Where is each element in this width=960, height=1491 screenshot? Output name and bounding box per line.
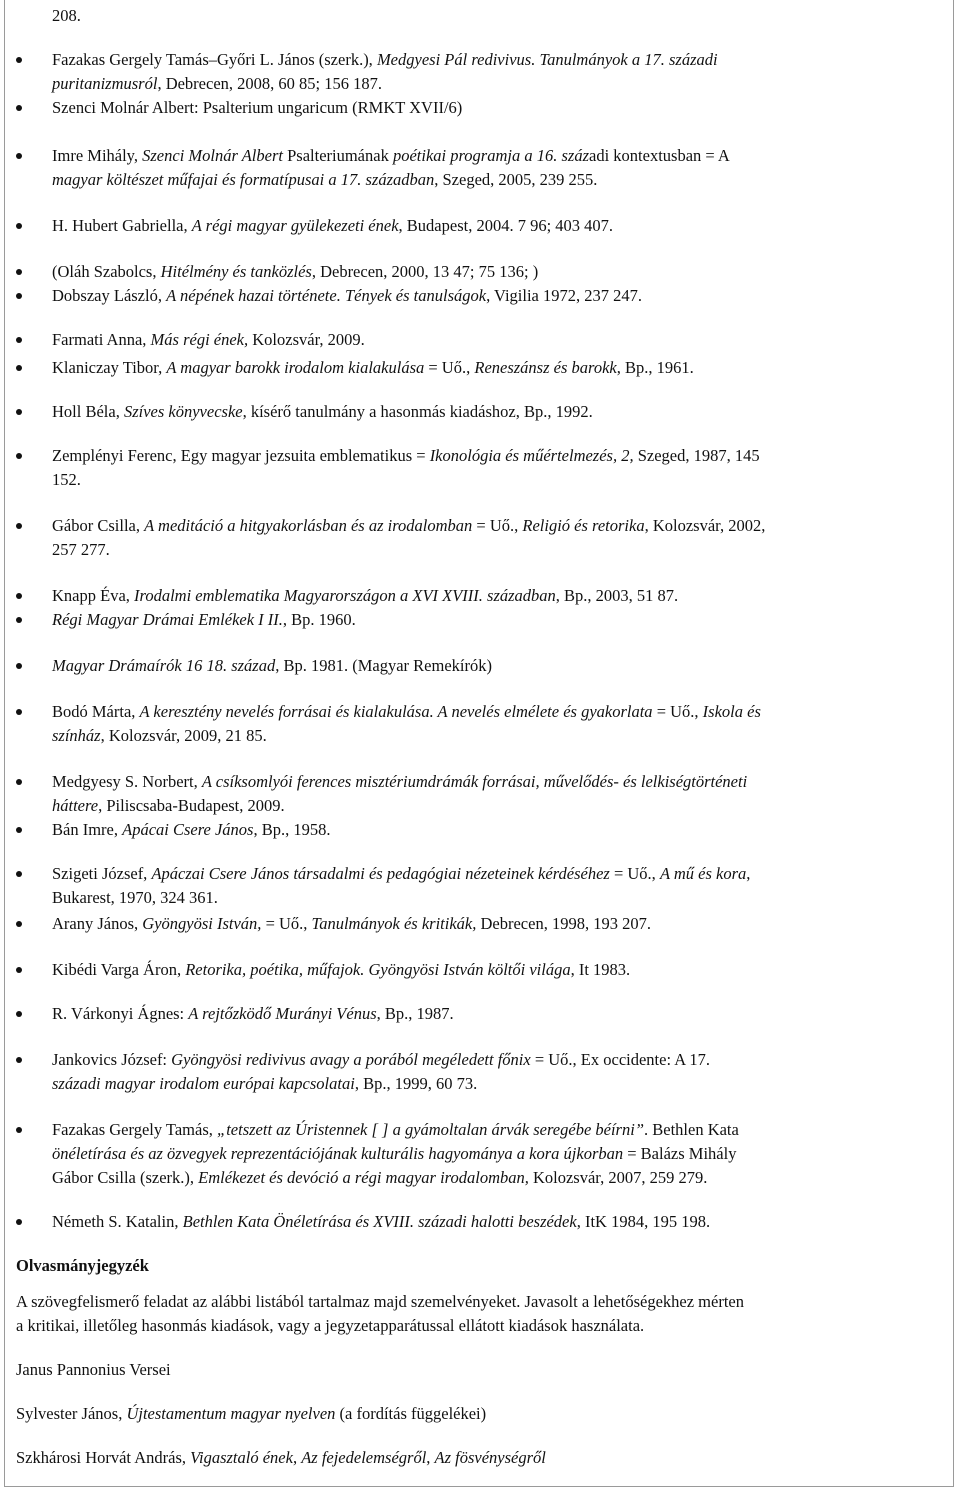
citation-text: (Oláh Szabolcs,: [52, 262, 161, 281]
title-text: Újtestamentum magyar nyelven: [126, 1404, 336, 1423]
bullet-icon: [16, 365, 22, 371]
entry-line: [52, 446, 760, 466]
title-text: Gyöngyösi István,: [142, 914, 262, 933]
citation-text: , Bp., 1987.: [376, 1004, 454, 1023]
citation-text: Psalteriumának: [282, 146, 393, 165]
citation-text: 152.: [52, 470, 81, 489]
citation-text: H. Hubert Gabriella,: [52, 216, 192, 235]
citation-text: = Uő.,: [472, 516, 523, 535]
citation-text: Imre Mihály,: [52, 146, 143, 165]
entry-line: [52, 1074, 477, 1094]
citation-text: Gábor Csilla,: [52, 516, 145, 535]
citation-text: (a fordítás függelékei): [335, 1404, 487, 1423]
citation-text: 257 277.: [52, 540, 110, 559]
citation-text: Szigeti József,: [52, 864, 152, 883]
entry-line: [52, 1212, 710, 1232]
bullet-icon: [16, 1011, 22, 1017]
title-text: Apáczai Csere János társadalmi és pedagógiai nézeteinek kérdéséhez: [151, 864, 610, 883]
title-text: Hitélmény és tanközlés: [160, 262, 312, 281]
title-text: háttere: [52, 796, 99, 815]
bullet-icon: [16, 523, 22, 529]
reading-item: [16, 1360, 171, 1380]
title-text: Apácai Csere János: [122, 820, 254, 839]
citation-text: Németh S. Katalin,: [52, 1212, 183, 1231]
citation-text: Szkhárosi Horvát András,: [16, 1448, 191, 1467]
title-text: Régi Magyar Drámai Emlékek I II.: [52, 610, 283, 629]
bullet-icon: [16, 337, 22, 343]
citation-text: ,: [746, 864, 751, 883]
entry-line: [52, 540, 110, 560]
citation-text: , Debrecen, 2008, 60 85; 156 187.: [157, 74, 382, 93]
bullet-icon: [16, 779, 22, 785]
citation-text: Zemplényi Ferenc, Egy magyar jezsuita emblematikus =: [52, 446, 430, 465]
bullet-icon: [16, 1219, 22, 1225]
title-text: A csíksomlyói ferences misztériumdrámák forrásai, művelődés- és lelkiségtörténeti: [201, 772, 748, 791]
citation-text: Sylvester János,: [16, 1404, 127, 1423]
citation-text: . Bethlen Kata: [644, 1120, 739, 1139]
citation-text: Holl Béla,: [52, 402, 124, 421]
citation-text: Fazakas Gergely Tamás–Győri L. János (szerk.),: [52, 50, 377, 69]
entry-line: [52, 50, 718, 70]
citation-text: Fazakas Gergely Tamás,: [52, 1120, 218, 1139]
citation-text: , Kolozsvár, 2009, 21 85.: [100, 726, 267, 745]
title-text: A mű és kora: [659, 864, 747, 883]
title-text: Magyar Drámaírók 16 18. század: [52, 656, 276, 675]
title-text: „tetszett az Úristennek [ ] a gyámoltalan árvák seregébe béírni”: [217, 1120, 644, 1139]
citation-text: , Vigilia 1972, 237 247.: [486, 286, 642, 305]
citation-text: , Bp., 1958.: [253, 820, 331, 839]
citation-text: Dobszay László,: [52, 286, 167, 305]
citation-text: = Uő.,: [652, 702, 703, 721]
citation-text: , Szeged, 2005, 239 255.: [434, 170, 598, 189]
citation-text: Medgyesy S. Norbert,: [52, 772, 202, 791]
citation-text: , kísérő tanulmány a hasonmás kiadáshoz, Bp., 1992.: [242, 402, 593, 421]
bullet-icon: [16, 921, 22, 927]
bullet-icon: [16, 57, 22, 63]
entry-line: [52, 1144, 736, 1164]
citation-text: = Uő.,: [424, 358, 475, 377]
bullet-icon: [16, 153, 22, 159]
entry-line: [52, 864, 750, 884]
bullet-icon: [16, 269, 22, 275]
title-text: önéletírása és az özvegyek reprezentációjának kulturális hagyománya a kora újkorban: [52, 1144, 624, 1163]
citation-text: , Piliscsaba-Budapest, 2009.: [98, 796, 285, 815]
citation-text: , Bp., 2003, 51 87.: [555, 586, 679, 605]
title-text: Retorika, poétika, műfajok. Gyöngyösi István költői világa: [185, 960, 571, 979]
bullet-icon: [16, 223, 22, 229]
title-text: Reneszánsz és barokk: [474, 358, 617, 377]
citation-text: = Uő.,: [261, 914, 312, 933]
entry-line: [52, 358, 694, 378]
entry-line: [52, 330, 365, 350]
entry-line: [52, 146, 730, 166]
citation-text: Farmati Anna,: [52, 330, 151, 349]
title-text: A régi magyar gyülekezeti ének: [191, 216, 399, 235]
bullet-icon: [16, 1057, 22, 1063]
title-text: Tanulmányok és kritikák,: [311, 914, 477, 933]
citation-text: Knapp Éva,: [52, 586, 135, 605]
bullet-icon: [16, 709, 22, 715]
citation-text: Kolozsvár, 2007, 259 279.: [528, 1168, 708, 1187]
bullet-icon: [16, 827, 22, 833]
title-text: Szíves könyvecske: [123, 402, 243, 421]
citation-text: , Budapest, 2004. 7 96; 403 407.: [398, 216, 614, 235]
citation-text: , Bp. 1960.: [282, 610, 356, 629]
citation-text: Gábor Csilla (szerk.),: [52, 1168, 199, 1187]
bullet-icon: [16, 453, 22, 459]
entry-line: [52, 470, 81, 490]
entry-line: [52, 402, 593, 422]
title-text: Religió és retorika: [522, 516, 645, 535]
citation-text: , Bp., 1961.: [616, 358, 694, 377]
title-text: Bethlen Kata Önéletírása és XVIII. századi halotti beszédek: [182, 1212, 577, 1231]
citation-text: Kolozsvár, 2009.: [248, 330, 365, 349]
entry-line: [52, 914, 651, 934]
citation-text: ,: [426, 1448, 435, 1467]
title-text: századi magyar irodalom európai kapcsolatai: [52, 1074, 355, 1093]
title-text: Gyöngyösi redivivus avagy a porából megéledett főnix: [171, 1050, 531, 1069]
entry-line: [52, 516, 765, 536]
entry-line: [52, 702, 761, 722]
citation-text: Kibédi Varga Áron,: [52, 960, 186, 979]
entry-line: [52, 1168, 707, 1188]
bullet-icon: [16, 105, 22, 111]
title-text: A népének hazai története. Tények és tanulságok: [166, 286, 487, 305]
bullet-icon: [16, 593, 22, 599]
citation-text: Klaniczay Tibor,: [52, 358, 167, 377]
bullet-icon: [16, 871, 22, 877]
citation-text: Bán Imre,: [52, 820, 123, 839]
citation-text: ,: [292, 1448, 302, 1467]
title-text: Az fejedelemségről: [301, 1448, 427, 1467]
bullet-icon: [16, 617, 22, 623]
entry-line: [52, 888, 218, 908]
entry-line: [52, 170, 597, 190]
citation-text: Arany János,: [52, 914, 143, 933]
reading-item: [16, 1448, 546, 1468]
bullet-icon: [16, 967, 22, 973]
citation-text: adi kontextusban = A: [589, 146, 730, 165]
title-text: Emlékezet és devóció a régi magyar irodalomban,: [198, 1168, 529, 1187]
title-text: poétikai programja a 16. száz: [392, 146, 589, 165]
title-text: A rejtőzködő Murányi Vénus: [188, 1004, 377, 1023]
entry-line: [52, 286, 642, 306]
title-text: Iskola és: [702, 702, 761, 721]
citation-text: Szeged, 1987, 145: [633, 446, 760, 465]
entry-line: [52, 74, 382, 94]
bullet-icon: [16, 663, 22, 669]
entry-line: [52, 820, 331, 840]
entry-line: [52, 216, 613, 236]
bullet-icon: [16, 293, 22, 299]
entry-line: [52, 1050, 710, 1070]
intro-line: A szövegfelismerő feladat az alábbi listából tartalmaz majd szemelvényeket. Javasolt a lehetőségekhez mérten: [16, 1292, 744, 1311]
entry-line: [52, 796, 285, 816]
entry-line: [52, 726, 267, 746]
citation-text: Bodó Márta,: [52, 702, 140, 721]
entry-line: [52, 610, 356, 630]
title-text: magyar költészet műfajai és formatípusai a 17. században: [52, 170, 435, 189]
entry-line: [52, 656, 492, 676]
citation-text: Janus Pannonius Versei: [16, 1360, 171, 1379]
title-text: Más régi ének,: [150, 330, 249, 349]
entry-line: [52, 586, 678, 606]
bullet-icon: [16, 409, 22, 415]
entry-line: [52, 772, 747, 792]
citation-text: , ItK 1984, 195 198.: [576, 1212, 711, 1231]
title-text: A keresztény nevelés forrásai és kialakulása. A nevelés elmélete és gyakorlata: [139, 702, 653, 721]
reading-item: [16, 1404, 486, 1424]
citation-text: , Debrecen, 2000, 13 47; 75 136; ): [311, 262, 539, 281]
entry-line: [52, 98, 462, 118]
citation-text: Szenci Molnár Albert: Psalterium ungaricum (RMKT XVII/6): [52, 98, 463, 117]
page-fragment-text: 208.: [52, 6, 81, 25]
entry-line: [52, 960, 630, 980]
title-text: puritanizmusról: [52, 74, 158, 93]
entry-line: [52, 262, 538, 282]
title-text: Az fösvénységről: [434, 1448, 546, 1467]
citation-text: Bukarest, 1970, 324 361.: [52, 888, 218, 907]
section-heading: Olvasmányjegyzék: [16, 1256, 149, 1275]
citation-text: , Kolozsvár, 2002,: [644, 516, 766, 535]
citation-text: = Balázs Mihály: [623, 1144, 737, 1163]
citation-text: , Bp. 1981. (Magyar Remekírók): [275, 656, 492, 675]
title-text: A magyar barokk irodalom kialakulása: [166, 358, 425, 377]
citation-text: Debrecen, 1998, 193 207.: [476, 914, 651, 933]
citation-text: , It 1983.: [570, 960, 631, 979]
entry-line: [52, 1120, 739, 1140]
citation-text: Jankovics József:: [52, 1050, 172, 1069]
title-text: Irodalmi emblematika Magyarországon a XVI XVIII. században: [134, 586, 556, 605]
title-text: Ikonológia és műértelmezés, 2,: [429, 446, 634, 465]
citation-text: , Bp., 1999, 60 73.: [354, 1074, 478, 1093]
citation-text: R. Várkonyi Ágnes:: [52, 1004, 189, 1023]
intro-line: a kritikai, illetőleg hasonmás kiadások, vagy a jegyzetapparátussal ellátott kiadások használata.: [16, 1316, 645, 1335]
title-text: színház: [52, 726, 101, 745]
title-text: Medgyesi Pál redivivus. Tanulmányok a 17. századi: [376, 50, 718, 69]
entry-line: [52, 1004, 454, 1024]
title-text: Vigasztaló ének: [190, 1448, 293, 1467]
citation-text: = Uő., Ex occidente: A 17.: [530, 1050, 711, 1069]
title-text: A meditáció a hitgyakorlásban és az irodalomban: [144, 516, 473, 535]
bullet-icon: [16, 1127, 22, 1133]
title-text: Szenci Molnár Albert: [142, 146, 283, 165]
citation-text: = Uő.,: [609, 864, 660, 883]
